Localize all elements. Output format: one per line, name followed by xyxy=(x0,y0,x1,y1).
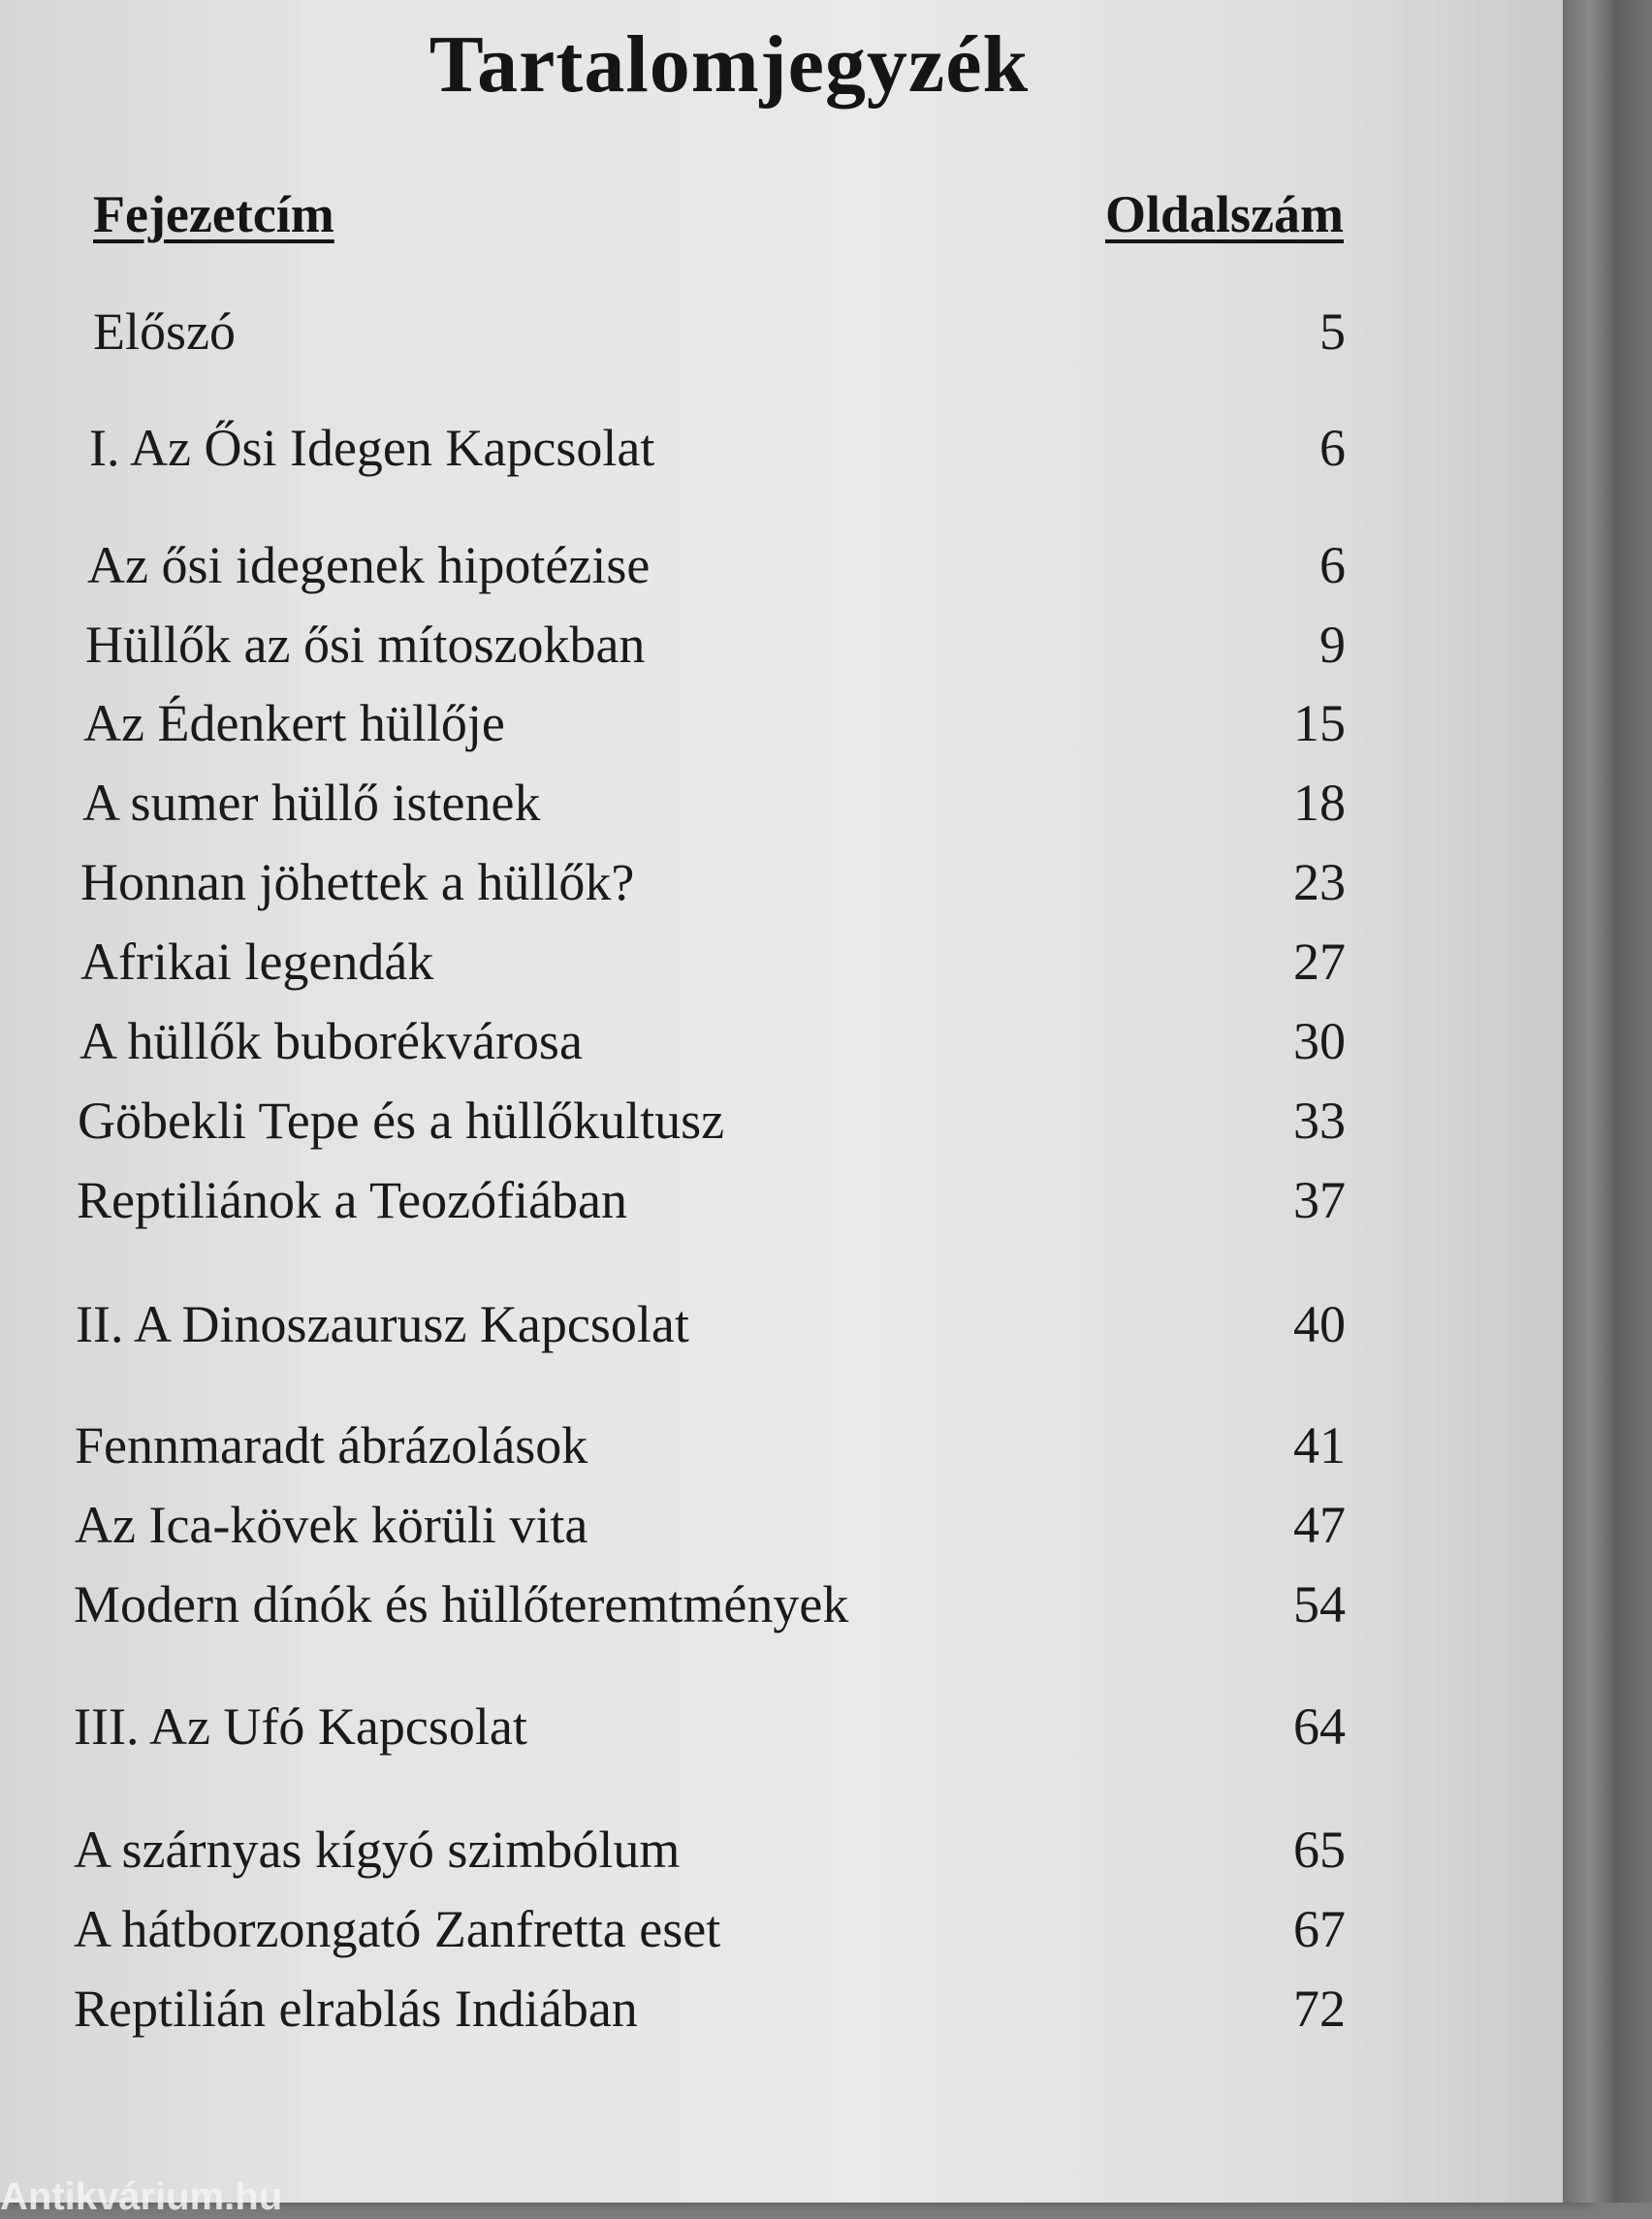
toc-entry-title: I. Az Ősi Idegen Kapcsolat xyxy=(89,419,655,477)
toc-entry xyxy=(0,771,1346,835)
toc-entry-page: 27 xyxy=(1293,933,1346,991)
toc-entry-page: 30 xyxy=(1293,1012,1346,1070)
toc-entry xyxy=(0,1089,1346,1153)
toc-section-heading xyxy=(0,1695,1346,1759)
toc-entry xyxy=(0,691,1346,755)
toc-entry-page: 33 xyxy=(1293,1092,1346,1150)
page-column-header: Oldalszám xyxy=(1104,185,1344,243)
toc-entry-page: 9 xyxy=(1319,616,1346,674)
toc-entry-page: 37 xyxy=(1293,1171,1346,1229)
toc-entry xyxy=(0,1897,1346,1961)
toc-entry-title: Fennmaradt ábrázolások xyxy=(75,1416,588,1474)
toc-entry-title: A hüllők buborékvárosa xyxy=(79,1012,583,1070)
toc-entry-page: 72 xyxy=(1293,1980,1346,2038)
page-title: Tartalomjegyzék xyxy=(429,19,1030,110)
toc-entry-page: 54 xyxy=(1293,1575,1346,1633)
toc-entry-page: 6 xyxy=(1319,536,1346,594)
toc-entry-title: II. A Dinoszaurusz Kapcsolat xyxy=(76,1295,689,1353)
toc-entry-title: Honnan jöhettek a hüllők? xyxy=(80,853,635,911)
toc-entry xyxy=(0,930,1346,994)
toc-entry xyxy=(0,1413,1346,1477)
toc-entry xyxy=(0,1009,1346,1073)
toc-entry-page: 65 xyxy=(1293,1821,1346,1879)
toc-entry xyxy=(0,1493,1346,1557)
toc-entry-title: A szárnyas kígyó szimbólum xyxy=(74,1821,681,1879)
toc-entry-title: Afrikai legendák xyxy=(80,933,434,991)
toc-entry-title: Hüllők az ősi mítoszokban xyxy=(85,616,646,674)
toc-entry-page: 5 xyxy=(1319,302,1346,361)
book-binding xyxy=(1563,0,1652,2203)
toc-entry-page: 40 xyxy=(1293,1295,1346,1353)
toc-entry-title: Az ősi idegenek hipotézise xyxy=(87,536,651,594)
toc-entry xyxy=(0,1977,1346,2041)
toc-entry-page: 64 xyxy=(1293,1697,1346,1756)
toc-entry xyxy=(0,1572,1346,1636)
toc-entry-page: 47 xyxy=(1293,1496,1346,1554)
toc-entry-title: III. Az Ufó Kapcsolat xyxy=(74,1697,527,1756)
toc-section-heading xyxy=(0,416,1346,480)
toc-entry-page: 15 xyxy=(1293,694,1346,752)
toc-section-heading xyxy=(0,1292,1346,1356)
toc-entry-title: Reptiliánok a Teozófiában xyxy=(77,1171,628,1229)
toc-entry-title: Az Édenkert hüllője xyxy=(83,694,505,752)
toc-entry-page: 6 xyxy=(1319,419,1346,477)
watermark: Antikvárium.hu xyxy=(0,2175,283,2218)
toc-entry-title: Göbekli Tepe és a hüllőkultusz xyxy=(78,1092,725,1150)
toc-entry xyxy=(0,533,1346,597)
toc-entry xyxy=(0,850,1346,914)
toc-entry-page: 41 xyxy=(1293,1416,1346,1474)
toc-entry-title: A hátborzongató Zanfretta eset xyxy=(74,1900,721,1958)
toc-entry-title: Modern dínók és hüllőteremtmények xyxy=(74,1575,849,1633)
toc-entry-title: A sumer hüllő istenek xyxy=(82,774,541,832)
toc-entry-title: Előszó xyxy=(93,302,236,361)
toc-entry xyxy=(0,300,1346,364)
toc-entry-page: 18 xyxy=(1293,774,1346,832)
toc-entry-page: 23 xyxy=(1293,853,1346,911)
toc-entry-title: Az Ica-kövek körüli vita xyxy=(75,1496,588,1554)
chapter-column-header: Fejezetcím xyxy=(93,185,334,243)
toc-entry xyxy=(0,613,1346,677)
toc-entry xyxy=(0,1168,1346,1232)
toc-entry-page: 67 xyxy=(1293,1900,1346,1958)
toc-entry xyxy=(0,1818,1346,1882)
toc-entry-title: Reptilián elrablás Indiában xyxy=(74,1980,638,2038)
